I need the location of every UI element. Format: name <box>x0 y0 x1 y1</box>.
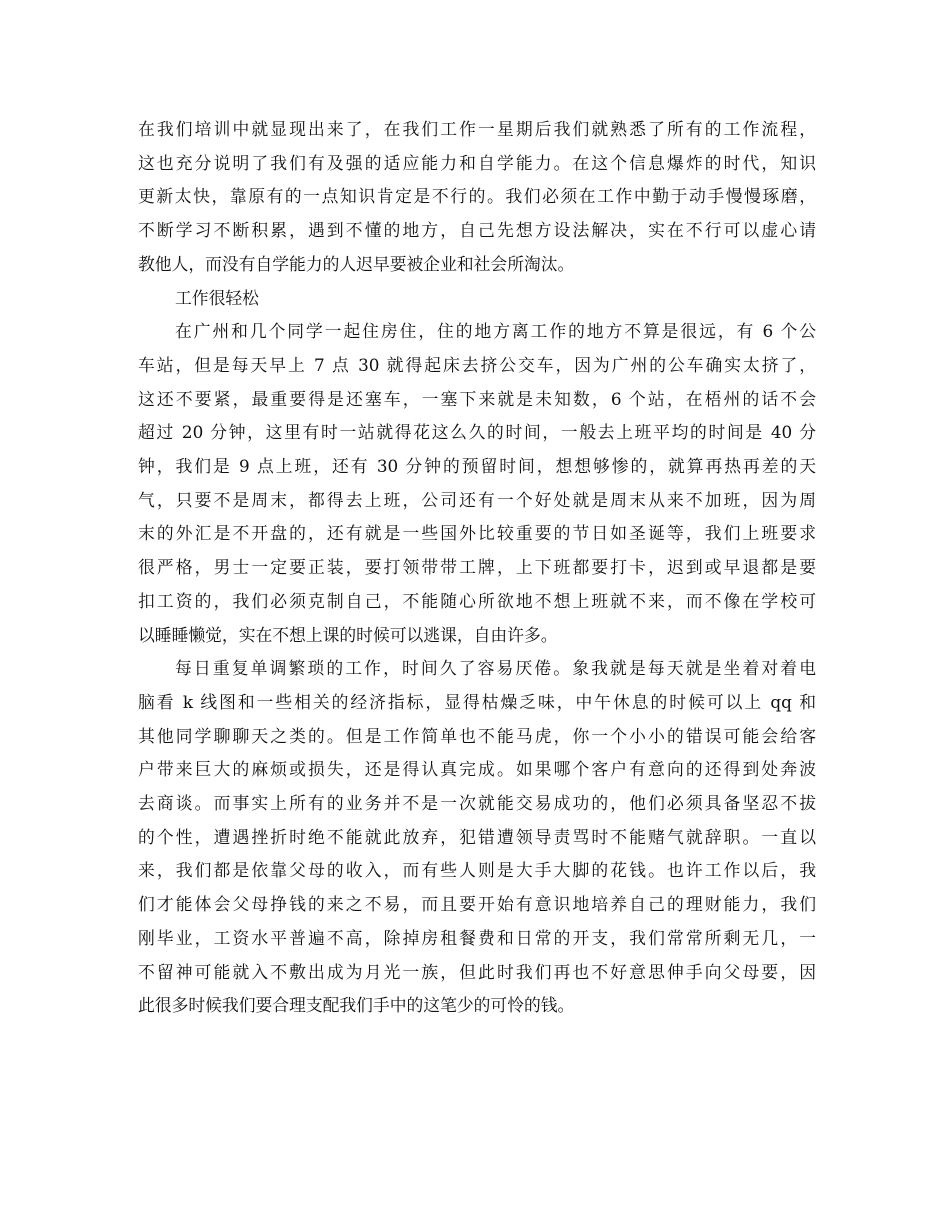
paragraph-line: 末的外汇是不开盘的，还有就是一些国外比较重要的节日如圣诞等，我们上班要求 <box>138 523 816 544</box>
paragraph-line: 在我们培训中就显现出来了，在我们工作一星期后我们就熟悉了所有的工作流程， <box>138 119 816 139</box>
paragraph-line: 在广州和几个同学一起住房住，住的地方离工作的地方不算是很远，有 6 个公 <box>175 321 816 342</box>
paragraph-line: 每日重复单调繁琐的工作，时间久了容易厌倦。象我就是每天就是坐着对着电 <box>175 658 816 679</box>
paragraph-line: 车站，但是每天早上 7 点 30 就得起床去挤公交车，因为广州的公车确实太挤了， <box>138 354 816 375</box>
paragraph-line: 教他人，而没有自学能力的人迟早要被企业和社会所淘汰。 <box>138 253 575 274</box>
paragraph-line: 很严格，男士一定要正装，要打领带带工牌，上下班都要打卡，迟到或早退都是要 <box>138 557 816 578</box>
paragraph-line: 钟，我们是 9 点上班，还有 30 分钟的预留时间，想想够惨的，就算再热再差的天 <box>138 456 816 477</box>
paragraph-line: 扣工资的，我们必须克制自己，不能随心所欲地不想上班就不来，而不像在学校可 <box>138 590 816 611</box>
paragraph-line: 的个性，遭遇挫折时绝不能就此放弃，犯错遭领导责骂时不能赌气就辞职。一直以 <box>138 826 816 847</box>
section-heading: 工作很轻松 <box>175 287 259 308</box>
paragraph-2 <box>138 315 816 652</box>
paragraph-line: 户带来巨大的麻烦或损失，还是得认真完成。如果哪个客户有意向的还得到处奔波 <box>138 759 816 780</box>
paragraph-line: 这还不要紧，最重要得是还塞车，一塞下来就是未知数，6 个站，在梧州的话不会 <box>138 388 816 409</box>
paragraph-line: 不留神可能就入不敷出成为月光一族，但此时我们再也不好意思伸手向父母要，因 <box>138 961 816 982</box>
paragraph-line: 超过 20 分钟，这里有时一站就得花这么久的时间，一般去上班平均的时间是 40 分 <box>138 422 816 443</box>
paragraph-line: 不断学习不断积累，遇到不懂的地方，自己先想方设法解决，实在不行可以虚心请 <box>138 220 816 241</box>
paragraph-line: 去商谈。而事实上所有的业务并不是一次就能交易成功的，他们必须具备坚忍不拔 <box>138 793 816 814</box>
paragraph-line: 刚毕业，工资水平普遍不高，除掉房租餐费和日常的开支，我们常常所剩无几，一 <box>138 927 816 948</box>
document-body <box>138 113 816 1023</box>
paragraph-1 <box>138 113 816 282</box>
paragraph-line: 们才能体会父母挣钱的来之不易，而且要开始有意识地培养自己的理财能力，我们 <box>138 894 816 915</box>
paragraph-line: 其他同学聊聊天之类的。但是工作简单也不能马虎，你一个小小的错误可能会给客 <box>138 725 816 746</box>
paragraph-line: 以睡睡懒觉，实在不想上课的时候可以逃课，自由许多。 <box>138 624 558 645</box>
paragraph-line: 这也充分说明了我们有及强的适应能力和自学能力。在这个信息爆炸的时代，知识 <box>138 152 816 173</box>
paragraph-line: 此很多时候我们要合理支配我们手中的这笔少的可怜的钱。 <box>138 995 575 1016</box>
paragraph-3 <box>138 652 816 1023</box>
paragraph-line: 来，我们都是依靠父母的收入，而有些人则是大手大脚的花钱。也许工作以后，我 <box>138 860 816 881</box>
paragraph-line: 更新太快，靠原有的一点知识肯定是不行的。我们必须在工作中勤于动手慢慢琢磨， <box>138 186 816 207</box>
paragraph-line: 脑看 k 线图和一些相关的经济指标，显得枯燥乏味，中午休息的时候可以上 qq 和 <box>138 691 816 712</box>
paragraph-line: 气，只要不是周末，都得去上班，公司还有一个好处就是周末从来不加班，因为周 <box>138 489 816 510</box>
